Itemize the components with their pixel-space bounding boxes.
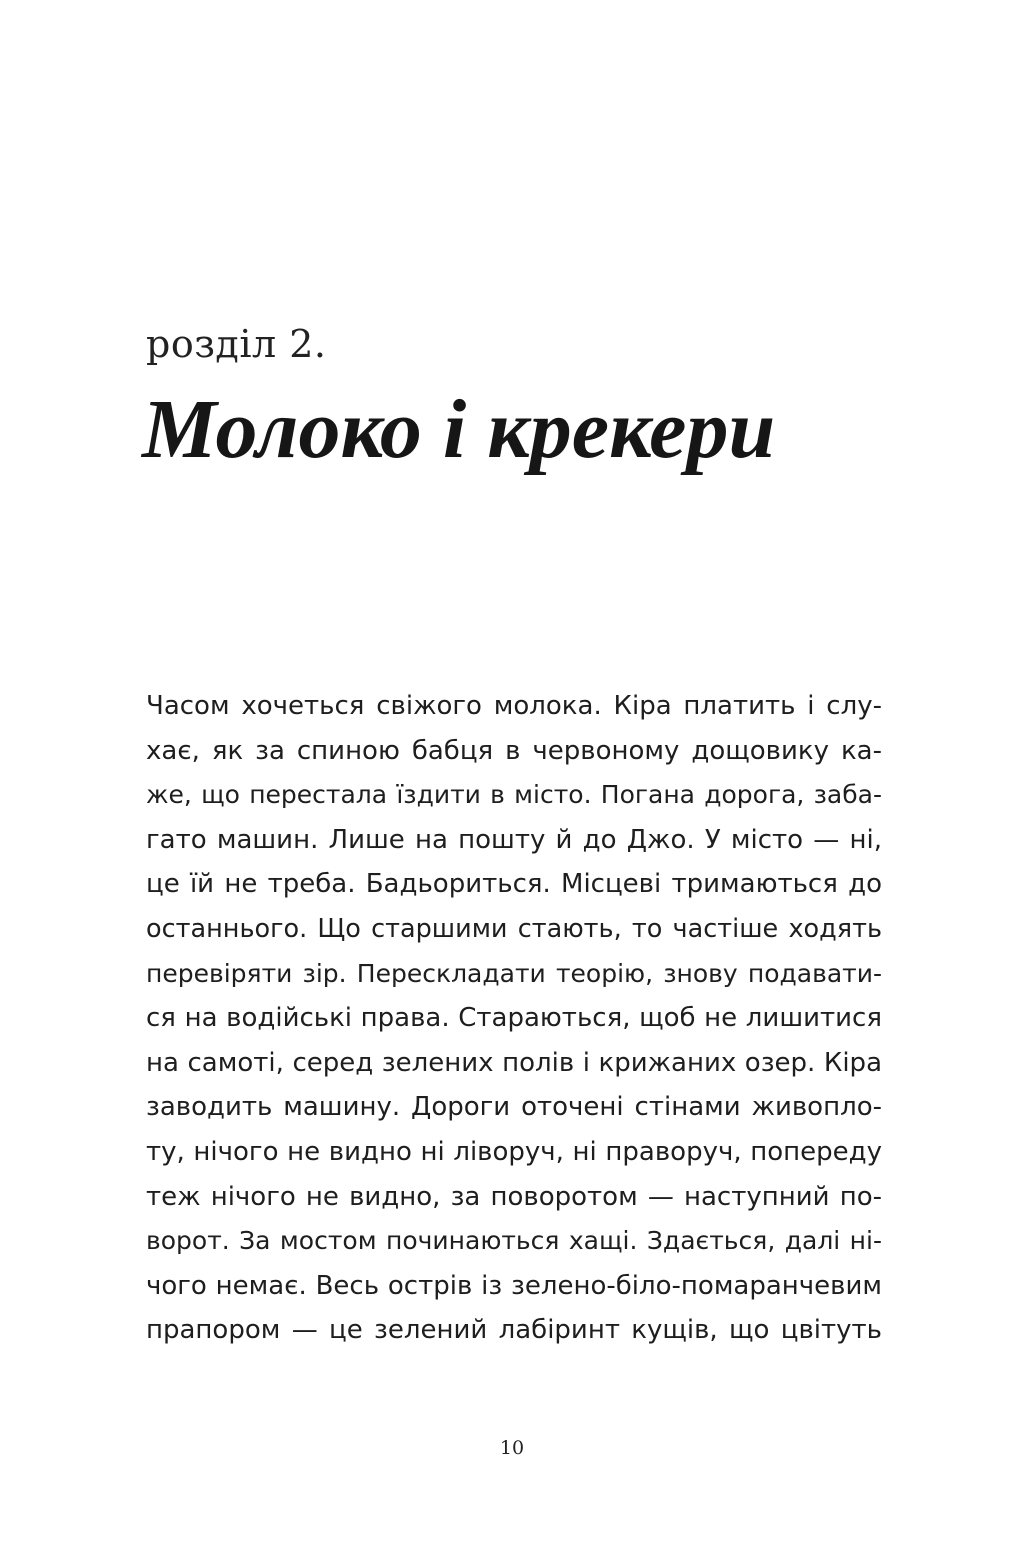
text-line: чого немає. Весь острів із зелено-біло-помаранчевим bbox=[146, 1270, 882, 1301]
text-line: ворот. За мостом починаються хащі. Здається, далі ні- bbox=[146, 1226, 882, 1256]
text-line: заводить машину. Дороги оточені стінами живопло- bbox=[146, 1092, 882, 1123]
text-line: гато машин. Лише на пошту й до Джо. У місто — ні, bbox=[146, 824, 882, 855]
chapter-title: Молоко і крекери bbox=[142, 383, 776, 476]
text-line: же, що перестала їздити в місто. Погана дорога, заба- bbox=[146, 780, 882, 810]
text-line: останнього. Що старшими стають, то частіше ходять bbox=[146, 913, 882, 944]
text-line: ся на водійські права. Стараються, щоб не лишитися bbox=[146, 1003, 882, 1034]
text-line: це їй не треба. Бадьориться. Місцеві тримаються до bbox=[146, 869, 882, 900]
text-line: теж нічого не видно, за поворотом — наступний по- bbox=[146, 1181, 882, 1212]
body-text bbox=[146, 684, 882, 1353]
text-line: Часом хочеться свіжого молока. Кіра платить і слу- bbox=[146, 691, 882, 721]
chapter-label: розділ 2. bbox=[146, 322, 327, 366]
text-line: перевіряти зір. Перескладати теорію, знову подавати- bbox=[146, 958, 882, 988]
text-line: на самоті, серед зелених полів і крижаних озер. Кіра bbox=[146, 1047, 882, 1078]
text-line: хає, як за спиною бабця в червоному дощовику ка- bbox=[146, 735, 882, 766]
page-number: 10 bbox=[499, 1437, 525, 1459]
text-line: ту, нічого не видно ні ліворуч, ні праворуч, попереду bbox=[146, 1136, 882, 1167]
text-line: прапором — це зелений лабіринт кущів, що цвітуть bbox=[146, 1315, 882, 1346]
